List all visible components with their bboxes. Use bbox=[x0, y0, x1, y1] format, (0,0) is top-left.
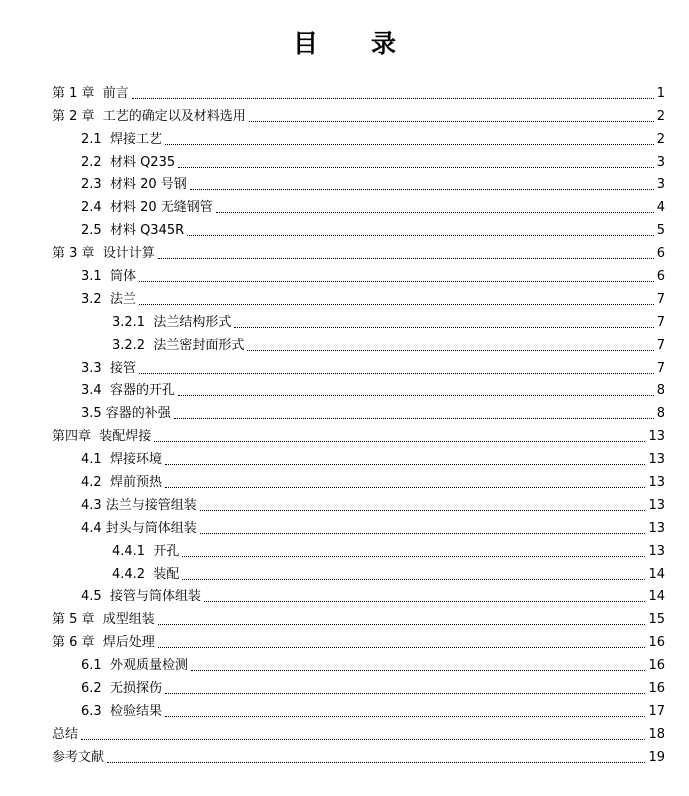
toc-entry[interactable] bbox=[52, 744, 665, 767]
toc-entry[interactable] bbox=[52, 126, 665, 149]
toc-entry[interactable] bbox=[52, 80, 665, 103]
dot-leader bbox=[182, 556, 645, 557]
toc-entry-page-number: 8 bbox=[656, 383, 665, 399]
dot-leader bbox=[216, 212, 654, 213]
dot-leader bbox=[234, 327, 653, 328]
toc-entry-page-number: 14 bbox=[648, 566, 665, 582]
toc-entry-page-number: 13 bbox=[648, 520, 665, 536]
toc-entry[interactable] bbox=[52, 675, 665, 698]
dot-leader bbox=[139, 281, 654, 282]
toc-entry-page-number: 7 bbox=[656, 314, 665, 330]
toc-entry[interactable] bbox=[52, 172, 665, 195]
toc-entry-page-number: 6 bbox=[656, 246, 665, 262]
toc-entry[interactable] bbox=[52, 309, 665, 332]
toc-entry-label: 第 6 章 焊后处理 bbox=[52, 635, 155, 651]
toc-entry[interactable] bbox=[52, 561, 665, 584]
toc-entry-label: 3.2.1 法兰结构形式 bbox=[112, 314, 232, 330]
toc-entry[interactable] bbox=[52, 538, 665, 561]
toc-entry-page-number: 17 bbox=[648, 703, 665, 719]
toc-entry-page-number: 5 bbox=[656, 223, 665, 239]
toc-entry-page-number: 19 bbox=[648, 749, 665, 765]
dot-leader bbox=[132, 98, 654, 99]
toc-entry-page-number: 16 bbox=[648, 681, 665, 697]
dot-leader bbox=[165, 487, 646, 488]
toc-entry-label: 3.2.2 法兰密封面形式 bbox=[112, 337, 245, 353]
toc-entry-page-number: 13 bbox=[648, 452, 665, 468]
toc-entry[interactable] bbox=[52, 194, 665, 217]
toc-entry-page-number: 2 bbox=[656, 131, 665, 147]
toc-entry[interactable] bbox=[52, 263, 665, 286]
toc-entry[interactable] bbox=[52, 355, 665, 378]
toc-entry-label: 4.4.2 装配 bbox=[112, 566, 180, 582]
toc-entry[interactable] bbox=[52, 469, 665, 492]
dot-leader bbox=[165, 144, 654, 145]
dot-leader bbox=[187, 235, 654, 236]
toc-entry-label: 6.2 无损探伤 bbox=[81, 681, 162, 697]
toc-entry-label: 第 3 章 设计计算 bbox=[52, 246, 155, 262]
dot-leader bbox=[139, 373, 654, 374]
toc-entry-label: 第 1 章 前言 bbox=[52, 85, 129, 101]
toc-entry-label: 4.5 接管与筒体组装 bbox=[81, 589, 201, 605]
toc-entry-label: 4.3 法兰与接管组装 bbox=[81, 497, 197, 513]
toc-entry-page-number: 16 bbox=[648, 658, 665, 674]
toc-entry[interactable] bbox=[52, 149, 665, 172]
dot-leader bbox=[165, 716, 646, 717]
toc-entry[interactable] bbox=[52, 721, 665, 744]
dot-leader bbox=[81, 739, 645, 740]
toc-entry[interactable] bbox=[52, 492, 665, 515]
toc-entry[interactable] bbox=[52, 332, 665, 355]
toc-entry-label: 4.1 焊接环境 bbox=[81, 452, 162, 468]
toc-entry-page-number: 3 bbox=[656, 154, 665, 170]
page-title: 目 录 bbox=[292, 29, 410, 58]
dot-leader bbox=[107, 762, 645, 763]
toc-entry-page-number: 13 bbox=[648, 543, 665, 559]
toc-entry-page-number: 7 bbox=[656, 291, 665, 307]
dot-leader bbox=[139, 304, 654, 305]
dot-leader bbox=[154, 441, 645, 442]
dot-leader bbox=[182, 579, 645, 580]
toc-entry-page-number: 7 bbox=[656, 337, 665, 353]
toc-entry-label: 总结 bbox=[52, 726, 79, 742]
toc-entry-label: 2.4 材料 20 无缝钢管 bbox=[81, 200, 213, 216]
table-of-contents bbox=[52, 80, 665, 767]
dot-leader bbox=[158, 624, 646, 625]
toc-entry[interactable] bbox=[52, 606, 665, 629]
dot-leader bbox=[200, 510, 646, 511]
toc-entry-label: 第四章 装配焊接 bbox=[52, 429, 152, 445]
toc-entry-label: 2.5 材料 Q345R bbox=[81, 223, 185, 239]
toc-entry[interactable] bbox=[52, 378, 665, 401]
toc-entry-page-number: 4 bbox=[656, 200, 665, 216]
toc-entry[interactable] bbox=[52, 423, 665, 446]
toc-entry[interactable] bbox=[52, 698, 665, 721]
dot-leader bbox=[158, 647, 646, 648]
toc-entry-label: 3.3 接管 bbox=[81, 360, 136, 376]
toc-entry-label: 4.4.1 开孔 bbox=[112, 543, 180, 559]
toc-entry-page-number: 15 bbox=[648, 612, 665, 628]
toc-entry-page-number: 7 bbox=[656, 360, 665, 376]
toc-entry-page-number: 14 bbox=[648, 589, 665, 605]
toc-entry-page-number: 13 bbox=[648, 475, 665, 491]
dot-leader bbox=[247, 350, 653, 351]
toc-entry-label: 3.4 容器的开孔 bbox=[81, 383, 175, 399]
toc-entry-label: 4.4 封头与筒体组装 bbox=[81, 520, 197, 536]
toc-entry[interactable] bbox=[52, 446, 665, 469]
toc-entry-page-number: 6 bbox=[656, 269, 665, 285]
toc-entry[interactable] bbox=[52, 240, 665, 263]
toc-entry[interactable] bbox=[52, 515, 665, 538]
toc-entry-label: 3.5 容器的补强 bbox=[81, 406, 171, 422]
toc-entry-label: 6.1 外观质量检测 bbox=[81, 658, 188, 674]
toc-entry-label: 3.1 筒体 bbox=[81, 269, 136, 285]
toc-entry-page-number: 13 bbox=[648, 497, 665, 513]
toc-entry-label: 2.3 材料 20 号钢 bbox=[81, 177, 187, 193]
dot-leader bbox=[200, 533, 646, 534]
toc-entry-label: 2.1 焊接工艺 bbox=[81, 131, 162, 147]
dot-leader bbox=[249, 121, 654, 122]
toc-entry-page-number: 1 bbox=[656, 85, 665, 101]
dot-leader bbox=[165, 693, 646, 694]
toc-entry[interactable] bbox=[52, 286, 665, 309]
toc-entry-page-number: 18 bbox=[648, 726, 665, 742]
toc-entry[interactable] bbox=[52, 400, 665, 423]
dot-leader bbox=[165, 464, 646, 465]
dot-leader bbox=[174, 418, 654, 419]
toc-entry[interactable] bbox=[52, 217, 665, 240]
dot-leader bbox=[178, 395, 654, 396]
toc-entry-label: 6.3 检验结果 bbox=[81, 703, 162, 719]
toc-entry[interactable] bbox=[52, 103, 665, 126]
toc-entry-page-number: 8 bbox=[656, 406, 665, 422]
dot-leader bbox=[178, 167, 654, 168]
toc-entry-label: 4.2 焊前预热 bbox=[81, 475, 162, 491]
toc-entry[interactable] bbox=[52, 629, 665, 652]
dot-leader bbox=[190, 189, 654, 190]
toc-entry-page-number: 16 bbox=[648, 635, 665, 651]
toc-entry[interactable] bbox=[52, 584, 665, 607]
toc-entry-label: 参考文献 bbox=[52, 749, 105, 765]
toc-entry-label: 3.2 法兰 bbox=[81, 291, 136, 307]
toc-entry-page-number: 2 bbox=[656, 108, 665, 124]
toc-entry[interactable] bbox=[52, 652, 665, 675]
dot-leader bbox=[204, 601, 646, 602]
toc-entry-page-number: 3 bbox=[656, 177, 665, 193]
toc-entry-page-number: 13 bbox=[648, 429, 665, 445]
dot-leader bbox=[191, 670, 646, 671]
dot-leader bbox=[158, 258, 654, 259]
toc-entry-label: 第 2 章 工艺的确定以及材料选用 bbox=[52, 108, 246, 124]
toc-entry-label: 2.2 材料 Q235 bbox=[81, 154, 176, 170]
toc-entry-label: 第 5 章 成型组装 bbox=[52, 612, 155, 628]
